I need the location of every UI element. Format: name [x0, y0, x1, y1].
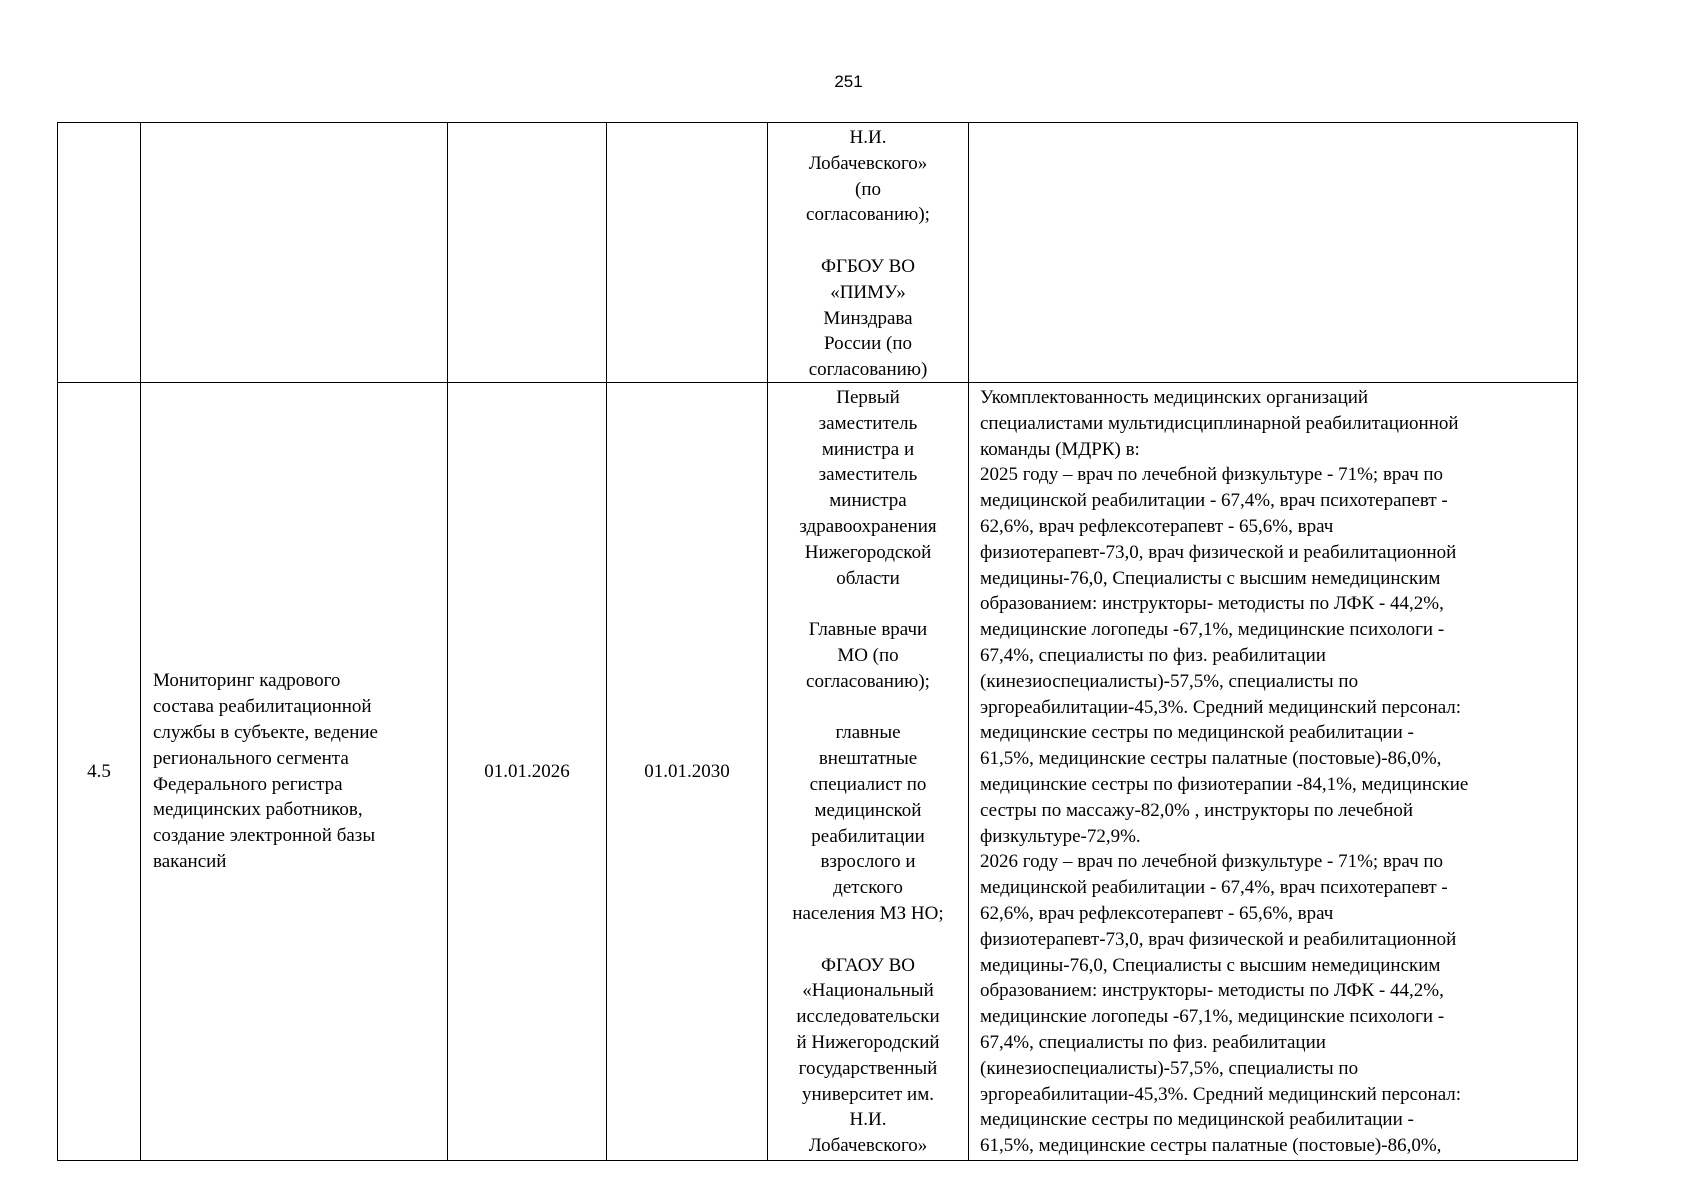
item-number-cell: 4.5	[58, 383, 141, 1161]
table-row	[58, 123, 1578, 383]
start-date-cell: 01.01.2026	[448, 383, 607, 1161]
responsible-text: Первый заместитель министра и заместитель министра здравоохранения Нижегородской области Главные врачи МО (по согласованию); главные внештатные специалист по медицинской реабилитации взрослого и детского населения МЗ НО; ФГАОУ ВО «Национальный исследовательски й Нижегородский государственный университет им. Н.И. Лобачевского»	[792, 387, 944, 1157]
end-date-cell	[607, 123, 768, 383]
result-text: Укомплектованность медицинских организаций специалистами мультидисциплинарной реабилитационной команды (МДРК) в: 2025 году – врач по лечебной физкультуре - 71%; врач по медицинской реабилитации - 67,4%, врач психотерапевт - 62,6%, врач рефлексотерапевт - 65,6%, врач физиотерапевт-73,0, врач физической и реабилитационной медицины-76,0, Специалисты с высшим немедицинским образованием: инструкторы- методисты по ЛФК - 44,2%, медицинские логопеды -67,1%, медицинские психологи - 67,4%, специалисты по физ. реабилитации (кинезиоспециалисты)-57,5%, специалисты по эргореабилитации-45,3%. Средний медицинский персонал: медицинские сестры по медицинской реабилитации - 61,5%, медицинские сестры палатные (постовые)-86,0%, медицинские сестры по физиотерапии -84,1%, медицинские сестры по массажу-82,0% , инструкторы по лечебной физкультуре-72,9%. 2026 году – врач по лечебной физкультуре - 71%; врач по медицинской реабилитации - 67,4%, врач психотерапевт - 62,6%, врач рефлексотерапевт - 65,6%, врач физиотерапевт-73,0, врач физической и реабилитационной медицины-76,0, Специалисты с высшим немедицинским образованием: инструкторы- методисты по ЛФК - 44,2%, медицинские логопеды -67,1%, медицинские психологи - 67,4%, специалисты по физ. реабилитации (кинезиоспециалисты)-57,5%, специалисты по эргореабилитации-45,3%. Средний медицинский персонал: медицинские сестры по медицинской реабилитации - 61,5%, медицинские сестры палатные (постовые)-86,0%,	[980, 387, 1469, 1157]
start-date-cell	[448, 123, 607, 383]
responsible-text: Н.И. Лобачевского» (по согласованию); ФГБОУ ВО «ПИМУ» Минздрава России (по согласованию)	[806, 127, 930, 381]
responsible-cell	[768, 123, 969, 383]
page-number: 251	[834, 72, 863, 91]
measures-table	[57, 122, 1578, 1161]
measure-name-cell	[141, 123, 448, 383]
measure-name-cell	[141, 383, 448, 1161]
end-date-cell: 01.01.2030	[607, 383, 768, 1161]
responsible-cell	[768, 383, 969, 1161]
result-text	[969, 123, 1577, 381]
measure-name-text: Мониторинг кадрового состава реабилитационной службы в субъекте, ведение регионального сегмента Федерального регистра медицинских работников, создание электронной базы вакансий	[153, 670, 378, 872]
result-cell	[969, 123, 1578, 383]
result-cell	[969, 383, 1578, 1161]
table-row	[58, 383, 1578, 1161]
item-number-cell	[58, 123, 141, 383]
